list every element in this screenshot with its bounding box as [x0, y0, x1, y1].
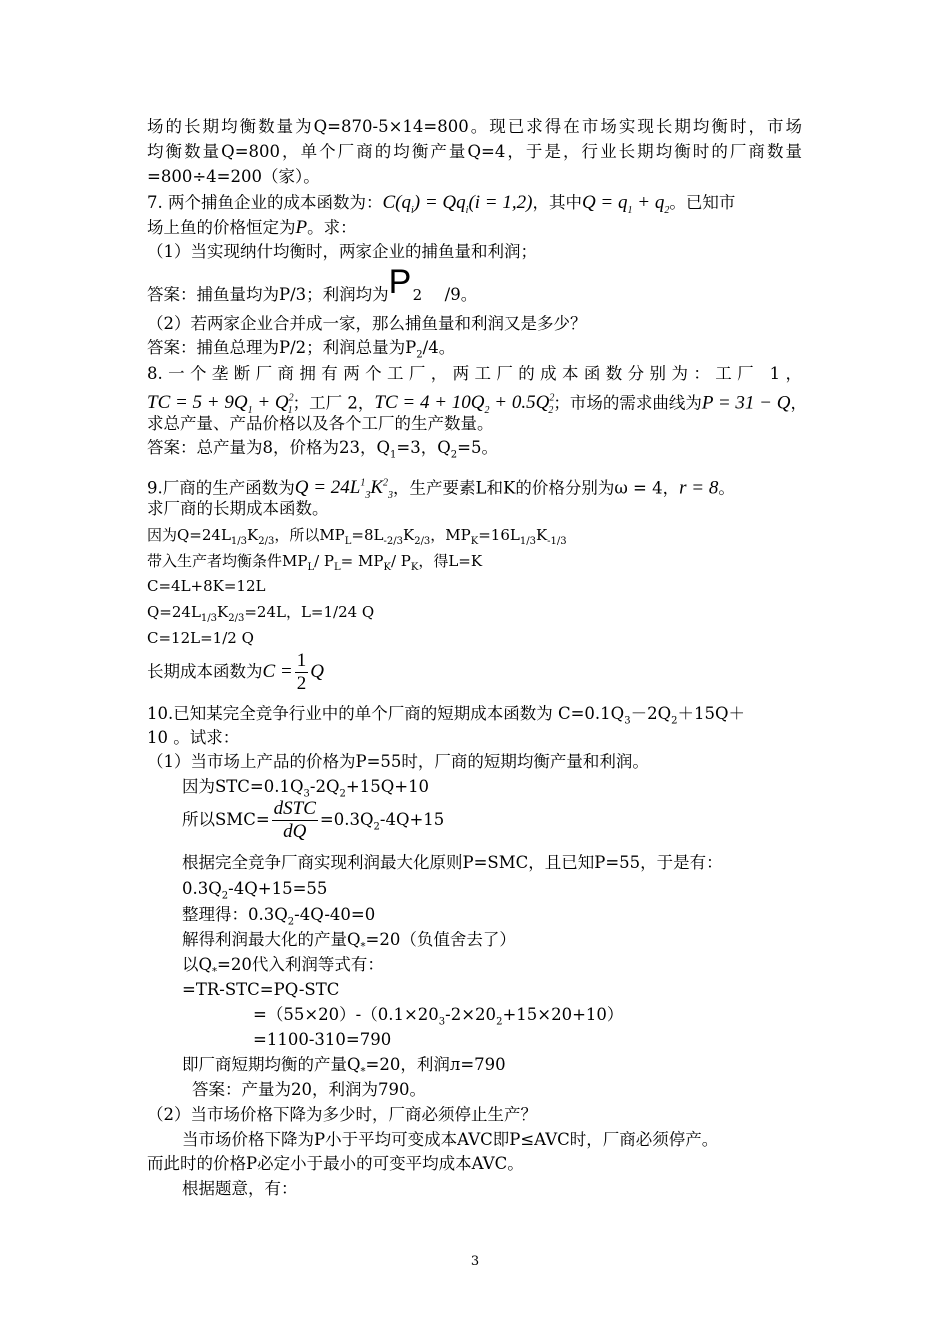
text-line: 根据题意，有：: [182, 1179, 298, 1198]
text: =16L: [478, 526, 520, 544]
text: / P: [390, 552, 411, 570]
text-line: （2）若两家企业合并成一家，那么捕鱼量和利润又是多少？: [147, 314, 587, 333]
text: ，MP: [430, 526, 471, 544]
text: =5。: [457, 438, 498, 457]
text: 答案：总产量为8，价格为23，Q: [147, 438, 391, 457]
text: /4。: [422, 338, 456, 357]
text-line: （2）当市场价格下降为多少时，厂商必须停止生产？: [147, 1105, 537, 1124]
text: ，所以MP: [274, 526, 345, 544]
superscript: 2: [412, 286, 423, 304]
text-line: [147, 650, 324, 695]
subscript: 1/3: [230, 536, 248, 547]
formula-part: + 0.5Q: [489, 392, 550, 414]
text-line: 10 。试求：: [147, 728, 240, 747]
text-line: 求总产量、产品价格以及各个工厂的生产数量。: [147, 414, 494, 433]
subscript: L: [307, 562, 315, 573]
text: 7. 两个捕鱼企业的成本函数为：: [147, 193, 383, 212]
text: Q=24L: [147, 603, 201, 621]
text: 以Q: [182, 955, 213, 974]
formula-part: C(q: [382, 192, 411, 213]
text: -2Q: [309, 777, 340, 796]
text: 解得利润最大化的产量Q: [182, 930, 361, 949]
fraction: [295, 650, 309, 695]
text: ，: [790, 393, 807, 413]
subscript: 1: [287, 405, 293, 417]
text: 9.厂商的生产函数为: [147, 478, 295, 498]
text: +15×20+10）: [502, 1005, 624, 1024]
subscript: K: [410, 562, 419, 573]
subscript: 1: [627, 204, 633, 216]
formula-part: K: [370, 477, 384, 499]
subscript: 2: [671, 715, 678, 727]
text: 。求：: [307, 218, 357, 237]
text: 答案：捕鱼总理为P/2；利润总量为P: [147, 338, 417, 357]
text: K: [247, 526, 259, 544]
subscript: 1: [247, 405, 253, 417]
answer-line: [147, 436, 498, 467]
formula: C =: [262, 661, 293, 682]
text-line: （1）当实现纳什均衡时，两家企业的捕鱼量和利润；: [147, 242, 537, 261]
text: -4Q+15: [379, 810, 445, 829]
denominator: dQ: [283, 821, 307, 842]
text: 10.已知某完全竞争行业中的单个厂商的短期成本函数为 C=0.1Q: [147, 704, 625, 723]
formula-part: P: [388, 263, 412, 301]
text: 因为STC=0.1Q: [182, 777, 304, 796]
text-line: C=4L+8K=12L: [147, 577, 266, 595]
subscript: 2: [484, 405, 490, 417]
formula: Q: [310, 661, 324, 682]
subscript: K: [470, 536, 479, 547]
text: -4Q+15=55: [228, 879, 328, 898]
subscript: 2/3: [414, 536, 431, 547]
text: =20代入利润等式有：: [217, 955, 384, 974]
text-line: （1）当市场上产品的价格为P=55时，厂商的短期均衡产量和利润。: [147, 752, 649, 771]
numerator: 1: [296, 650, 307, 671]
text-line: 而此时的价格P必定小于最小的可变平均成本AVC。: [147, 1154, 524, 1173]
subscript: 2: [664, 204, 670, 216]
subscript: *: [360, 941, 366, 953]
text: 即厂商短期均衡的产量Q: [182, 1055, 361, 1074]
text: /9。: [444, 285, 478, 304]
subscript: 1/3: [519, 536, 536, 547]
formula: r = 8: [679, 477, 719, 499]
text: 。已知市: [669, 193, 736, 212]
subscript: L: [334, 562, 341, 573]
text: 0.3Q: [182, 879, 222, 898]
text: -4Q-40=0: [294, 905, 376, 924]
text-line: 均衡数量Q=800，单个厂商的均衡产量Q=4，于是，行业长期均衡时的厂商数量: [147, 142, 802, 161]
answer-line: 答案：产量为20，利润为790。: [192, 1080, 426, 1099]
text-line: =800÷4=200（家）。: [147, 167, 320, 186]
subscript: 2/3: [258, 536, 275, 547]
text-line: =1100-310=790: [253, 1030, 392, 1049]
subscript: 1: [390, 449, 397, 461]
text: ，其中: [532, 193, 582, 212]
subscript: 2: [548, 405, 554, 417]
subscript: 2: [450, 449, 458, 461]
text-line: [147, 216, 357, 240]
text: =8L: [351, 526, 384, 544]
subscript: L: [344, 536, 352, 547]
subscript: i: [411, 204, 414, 216]
text: 带入生产者均衡条件MP: [147, 552, 308, 570]
text: ，得L=K: [418, 552, 483, 570]
subscript: 3: [388, 490, 394, 502]
numerator: dSTC: [273, 798, 316, 819]
formula: P = 31 − Q: [701, 392, 791, 414]
formula-part: (i = 1,2): [468, 192, 533, 213]
subscript: 2: [221, 890, 229, 902]
text: 答案：捕鱼量均为P/3；利润均为: [147, 285, 389, 304]
formula-part: Q = 24L: [294, 477, 361, 499]
text: =24L，L=1/24 Q: [244, 603, 375, 621]
formula-part: TC = 5 + 9Q: [147, 392, 248, 414]
text: 所以SMC=: [182, 810, 270, 829]
text: －2Q: [630, 704, 672, 723]
text-line: 场的长期均衡数量为Q=870-5×14=800。现已求得在市场实现长期均衡时，市场: [147, 117, 802, 136]
subscript: 3: [624, 715, 631, 727]
text: ；工厂 2，: [292, 393, 375, 413]
text-line: =TR-STC=PQ-STC: [182, 980, 340, 999]
subscript: 2/3: [228, 613, 245, 624]
subscript: -1/3: [547, 536, 567, 547]
subscript: 2: [496, 1016, 503, 1028]
text: =20（负值舍去了）: [365, 930, 516, 949]
text: 整理得：0.3Q: [182, 905, 288, 924]
text: =20，利润л=790: [365, 1055, 506, 1074]
subscript: -2/3: [383, 536, 403, 547]
formula: P: [295, 217, 308, 238]
subscript: 2: [287, 916, 295, 928]
subscript: *: [360, 1066, 366, 1078]
superscript: 2: [288, 393, 294, 404]
formula: [147, 392, 294, 417]
superscript: 2: [549, 393, 555, 404]
page-number: 3: [470, 1254, 480, 1269]
subscript: 2: [416, 349, 423, 361]
formula-part: Q = q: [581, 192, 628, 213]
text: =3，Q: [396, 438, 451, 457]
text: 场上鱼的价格恒定为: [147, 218, 296, 237]
text: -2×20: [445, 1005, 497, 1024]
question-8-line: 8.一个垄断厂商拥有两个工厂，两工厂的成本函数分别为：工厂 1，: [147, 364, 802, 383]
subscript: i: [465, 204, 469, 216]
text: ；市场的需求曲线为: [553, 393, 702, 413]
subscript: K: [383, 562, 391, 573]
text: 因为Q=24L: [147, 526, 231, 544]
fraction: [272, 798, 318, 843]
formula: [382, 192, 533, 216]
text: ，生产要素L和K的价格分别为ω = 4，: [393, 478, 680, 498]
text: K: [535, 526, 548, 544]
text-line: 求厂商的长期成本函数。: [147, 499, 329, 518]
text-line: 根据完全竞争厂商实现利润最大化原则P=SMC，且已知P=55，于是有：: [182, 853, 723, 872]
formula-part: ) = Qq: [413, 192, 466, 213]
formula-part: TC = 4 + 10Q: [374, 392, 485, 414]
subscript: 2: [373, 821, 380, 833]
text: K: [402, 526, 415, 544]
text-line: 当市场价格下降为P小于平均可变成本AVC即P≤AVC时，厂商必须停产。: [182, 1130, 719, 1149]
formula: [374, 392, 555, 417]
text: ＋15Q＋: [677, 704, 746, 723]
formula-part: + q: [632, 192, 665, 213]
text: +15Q+10: [345, 777, 430, 796]
answer-line: [147, 263, 478, 307]
formula-part: + Q: [252, 392, 289, 414]
text: / P: [314, 552, 335, 570]
text: K: [217, 603, 229, 621]
text-line: [182, 797, 444, 850]
subscript: *: [212, 966, 218, 978]
text: = MP: [340, 552, 384, 570]
superscript: 2: [383, 478, 389, 489]
text: 。: [718, 478, 735, 498]
subscript: 3: [438, 1016, 446, 1028]
text-line: C=12L=1/2 Q: [147, 629, 254, 647]
text: =0.3Q: [319, 810, 374, 829]
subscript: 3: [303, 788, 310, 800]
text: 长期成本函数为: [147, 662, 263, 681]
subscript: 1/3: [200, 613, 218, 624]
subscript: 2: [339, 788, 346, 800]
formula: [581, 192, 670, 216]
superscript: 1: [360, 478, 366, 489]
denominator: 2: [296, 673, 307, 694]
text: =（55×20）-（0.1×20: [253, 1005, 439, 1024]
subscript: 3: [365, 490, 371, 502]
formula: [294, 477, 394, 502]
